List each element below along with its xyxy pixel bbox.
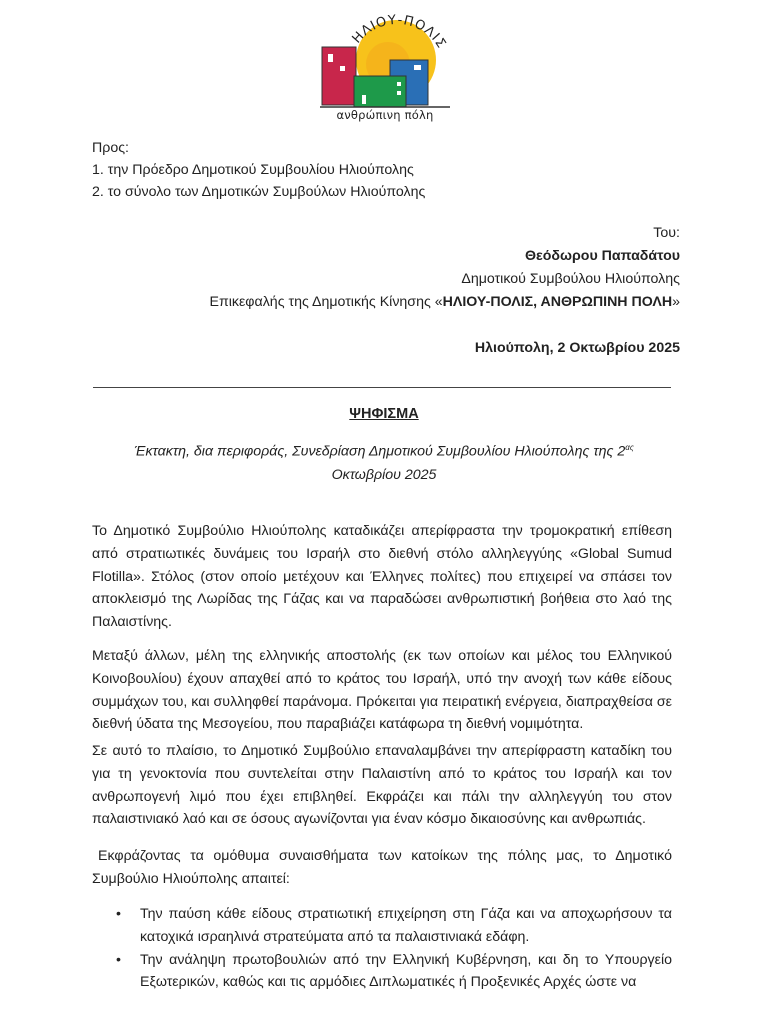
demands-list — [92, 903, 672, 994]
sender-affiliation — [209, 291, 680, 314]
document-title: ΨΗΦΙΣΜΑ — [349, 406, 419, 422]
list-item — [92, 903, 672, 949]
list-item-text: Την παύση κάθε είδους στρατιωτική επιχείρηση στη Γάζα και να αποχωρήσουν τα κατοχικά ισραηλινά στρατεύματα από τα παλαιστινιακά εδάφη. — [140, 906, 672, 945]
horizontal-divider — [93, 387, 671, 388]
sender-role: Δημοτικού Συμβούλου Ηλιούπολης — [461, 271, 680, 287]
svg-text:ΗΛΙΟΥ-ΠΟΛΙΣ: ΗΛΙΟΥ-ΠΟΛΙΣ — [349, 12, 449, 52]
sender-label: Του: — [653, 225, 680, 241]
affiliation-prefix: Επικεφαλής της Δημοτικής Κίνησης « — [209, 294, 443, 310]
document-subtitle — [100, 436, 668, 487]
logo — [318, 4, 452, 122]
sender-block — [209, 222, 680, 314]
bullet-icon: • — [116, 906, 121, 922]
subtitle-text-end: Οκτωβρίου 2025 — [331, 466, 437, 483]
paragraph: Σε αυτό το πλαίσιο, το Δημοτικό Συμβούλιο επαναλαμβάνει την απερίφραστη καταδίκη του για τη γενοκτονία που συντελείται στην Παλαιστίνη από το κράτος του Ισραήλ και τον ανθρωπογενή λιμό που έχει επιβληθεί. Εκφράζει και πάλι την αλληλεγγύη του στον παλαιστινιακό λαό και σε όσους αγωνίζονται για έναν κόσμο δικαιοσύνης και ανθρωπιάς. — [92, 743, 672, 828]
affiliation-suffix: » — [672, 294, 680, 310]
list-item — [92, 949, 672, 995]
subtitle-ordinal: ας — [625, 443, 634, 452]
paragraph: Το Δημοτικό Συμβούλιο Ηλιούπολης καταδικάζει απερίφραστα την τρομοκρατική επίθεση από στρατιωτικές δυνάμεις του Ισραήλ στο διεθνή στόλο αλληλεγγύης «Global Sumud Flotilla». Στόλος (στον οποίο μετέχουν και Έλληνες πολίτες) που επιχειρεί να σπάσει τον αποκλεισμό της Λωρίδας της Γάζας και να παραδώσει ανθρωπιστική βοήθεια στο λαό της Παλαιστίνης. — [92, 523, 672, 631]
list-item-text: Την ανάληψη πρωτοβουλιών από την Ελληνική Κυβέρνηση, και δη το Υπουργείο Εξωτερικών, καθώς και τις αρμόδιες Διπλωματικές ή Προξενικές Αρχές ώστε να — [140, 951, 672, 991]
recipient-item: 1. την Πρόεδρο Δημοτικού Συμβουλίου Ηλιούπολης — [92, 162, 414, 178]
recipient-item: 2. το σύνολο των Δημοτικών Συμβούλων Ηλιούπολης — [92, 184, 426, 200]
sender-name: Θεόδωρου Παπαδάτου — [524, 248, 680, 264]
paragraph: Εκφράζοντας τα ομόθυμα συναισθήματα των κατοίκων της πόλης μας, το Δημοτικό Συμβούλιο Ηλιούπολης απαιτεί: — [92, 848, 672, 887]
affiliation-name: ΗΛΙΟΥ-ΠΟΛΙΣ, ΑΝΘΡΩΠΙΝΗ ΠΟΛΗ — [442, 294, 673, 310]
logo-caption: ανθρώπινη πόλη — [336, 108, 434, 122]
document-date: Ηλιούπολη, 2 Οκτωβρίου 2025 — [474, 340, 680, 356]
bullet-icon: • — [116, 951, 121, 968]
city-logo-icon — [318, 4, 452, 108]
recipients-block — [92, 137, 425, 203]
subtitle-text: Έκτακτη, δια περιφοράς, Συνεδρίαση Δημοτικού Συμβουλίου Ηλιούπολης της 2 — [134, 443, 626, 460]
recipients-label: Προς: — [92, 140, 129, 156]
paragraph: Μεταξύ άλλων, μέλη της ελληνικής αποστολής (εκ των οποίων και μέλος του Ελληνικού Κοινοβουλίου) έχουν απαχθεί από το κράτος του Ισραήλ, υπό την ανοχή των κάθε είδους συμμάχων του, και συλληφθεί παράνομα. Πρόκειται για πειρατική ενέργεια, διαπραχθείσα σε διεθνή ύδατα της Μεσογείου, που παραβιάζει κατάφωρα τη διεθνή νομιμότητα. — [92, 648, 672, 733]
